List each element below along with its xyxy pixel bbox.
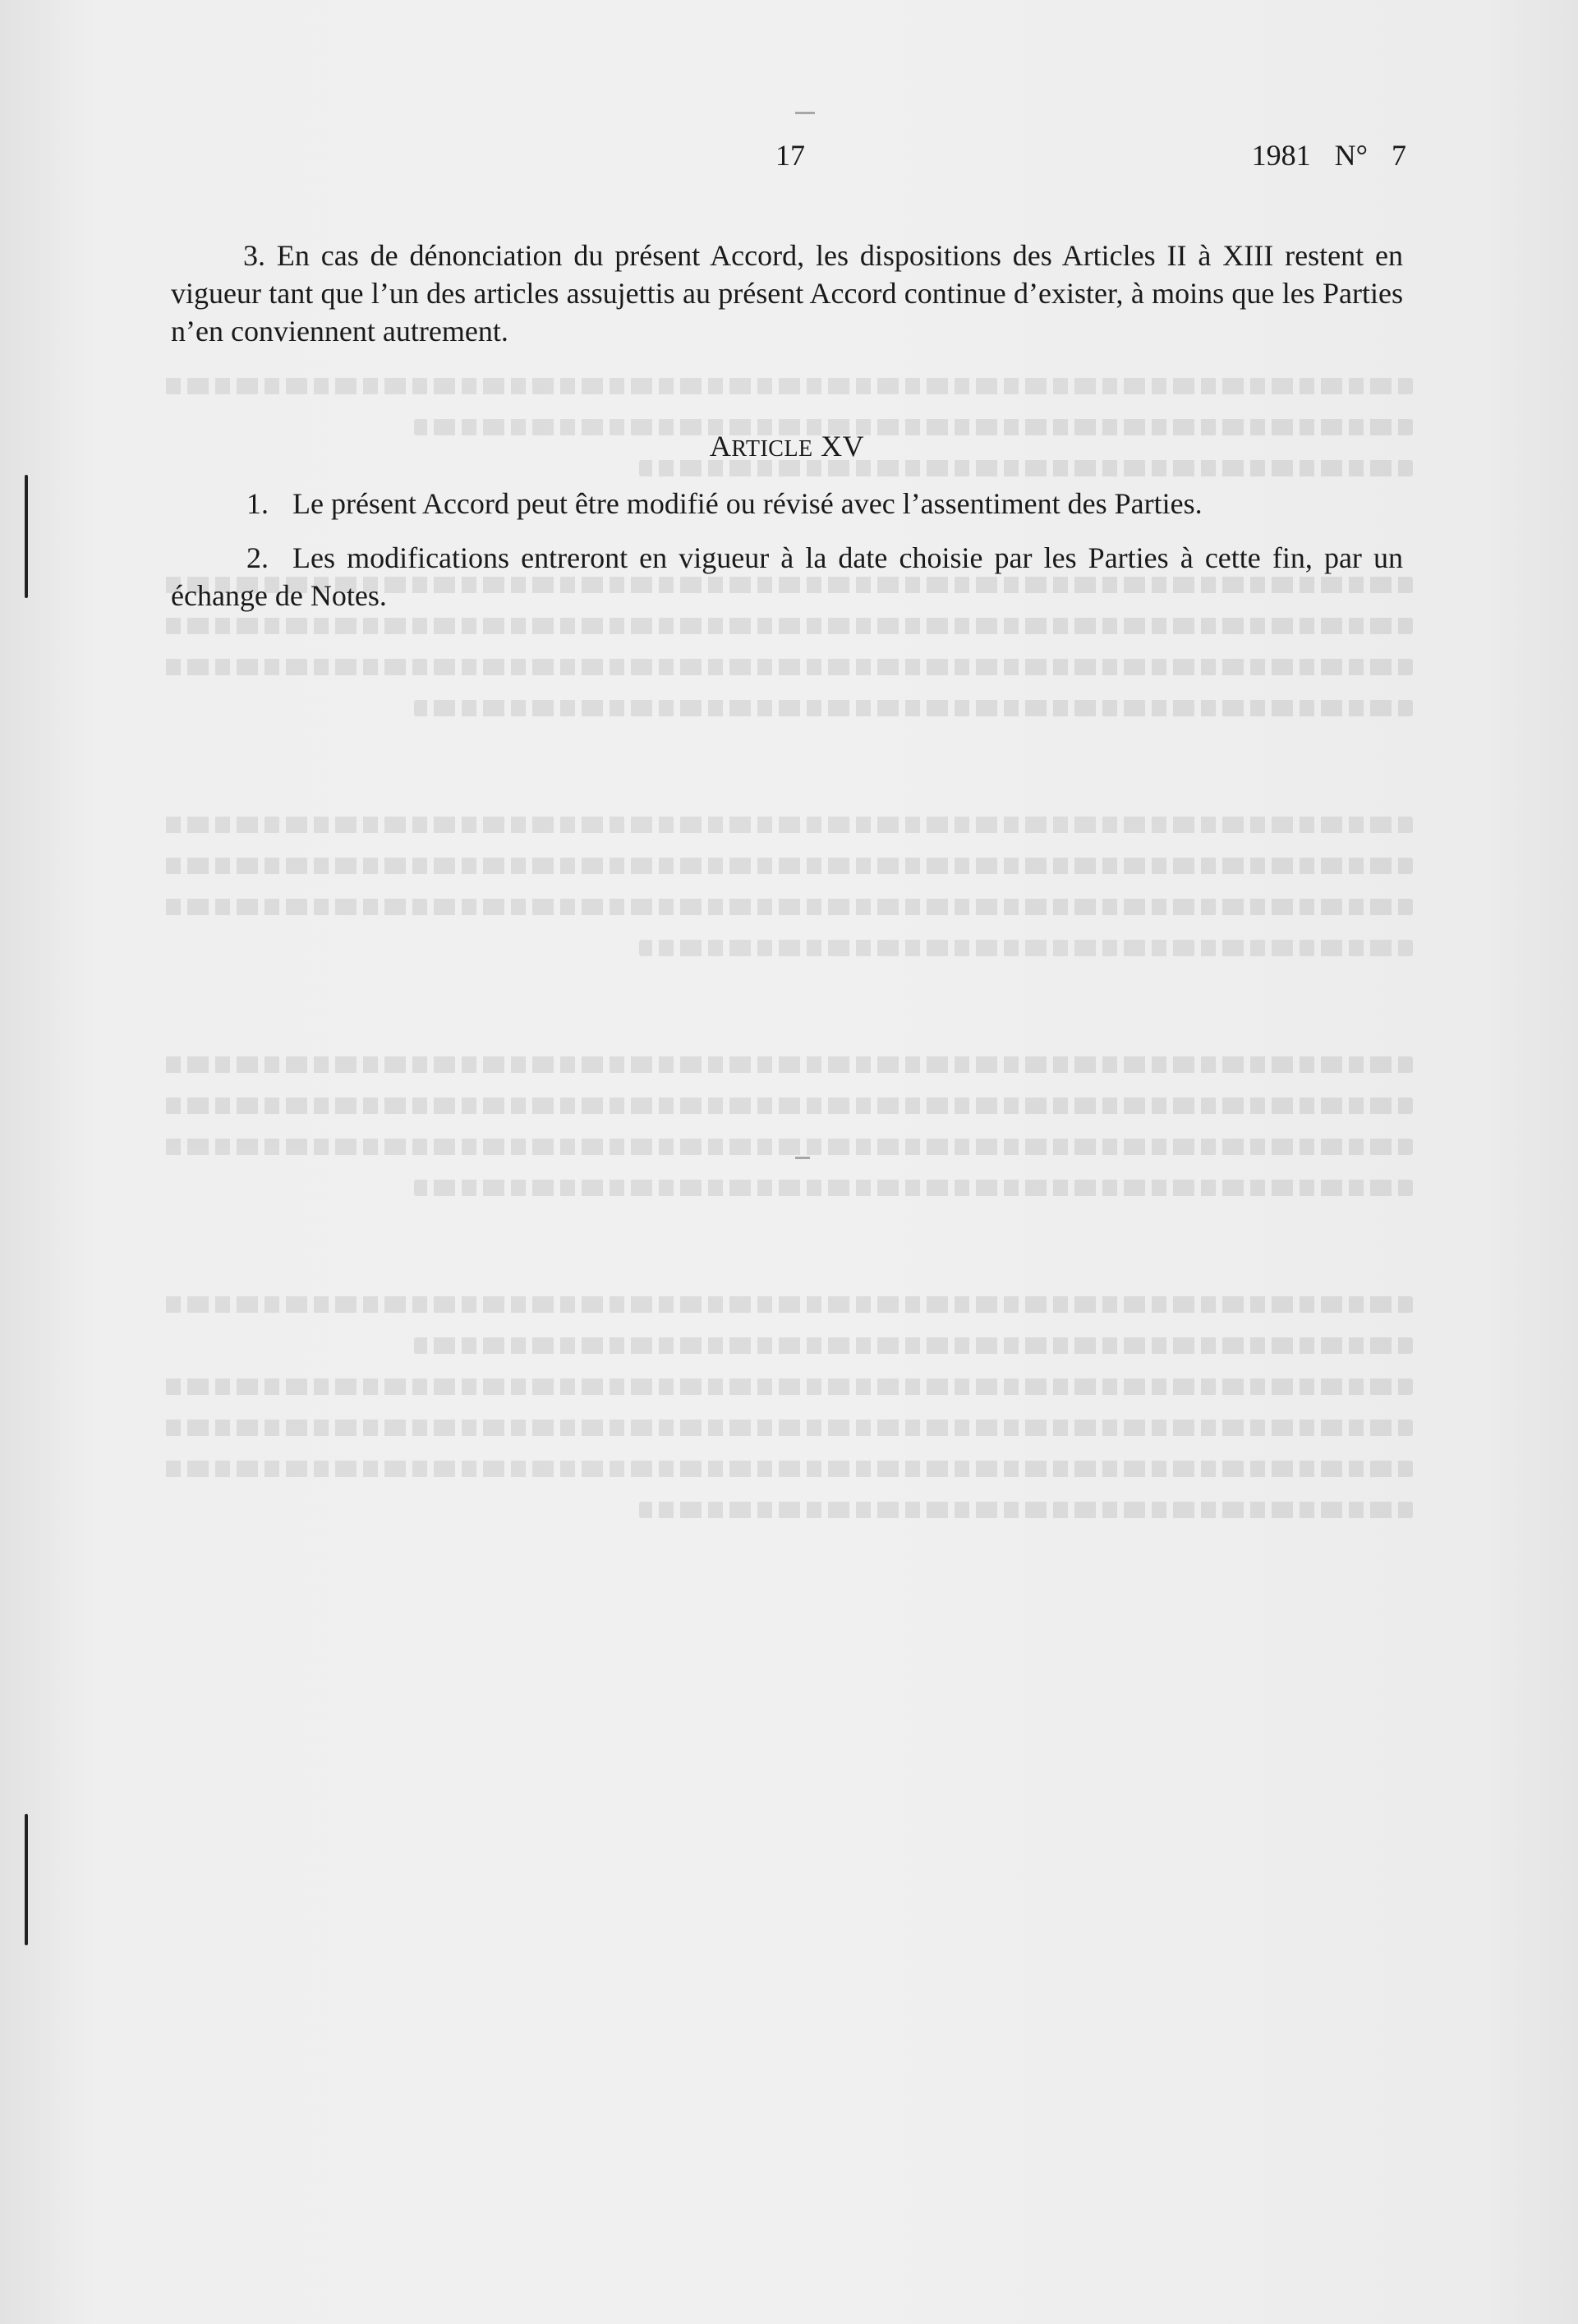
publication-year-number: 1981 N° 7 xyxy=(1251,139,1406,172)
article-item-text: Les modifications entreront en vigueur à la date choisie par les Parties à cette fin, par un échange de Notes. xyxy=(171,541,1403,612)
binding-mark xyxy=(25,475,28,598)
article-heading-smallcaps: RTICLE xyxy=(731,436,813,462)
page-number: 17 xyxy=(775,139,805,172)
article-heading-initial: A xyxy=(709,430,732,462)
article-item-number: 1. xyxy=(246,487,269,520)
scan-artifact xyxy=(795,112,815,114)
paragraph-3: 3. En cas de dénonciation du présent Accord, les dispositions des Articles II à XIII restent en vigueur tant que l’un des articles assujettis au présent Accord continue d’exister, à moins que les Parties n’en conviennent autrement. xyxy=(171,239,1403,347)
article-item-text: Le présent Accord peut être modifié ou révisé avec l’assentiment des Parties. xyxy=(292,487,1203,520)
article-item-2 xyxy=(171,539,1403,614)
page-header xyxy=(164,138,1406,171)
article-item-number: 2. xyxy=(246,541,269,574)
article-heading-numeral: XV xyxy=(821,430,865,462)
article-item-1 xyxy=(171,485,1403,522)
article-heading xyxy=(171,429,1403,463)
scan-artifact xyxy=(795,1157,810,1159)
binding-mark xyxy=(25,1814,28,1945)
